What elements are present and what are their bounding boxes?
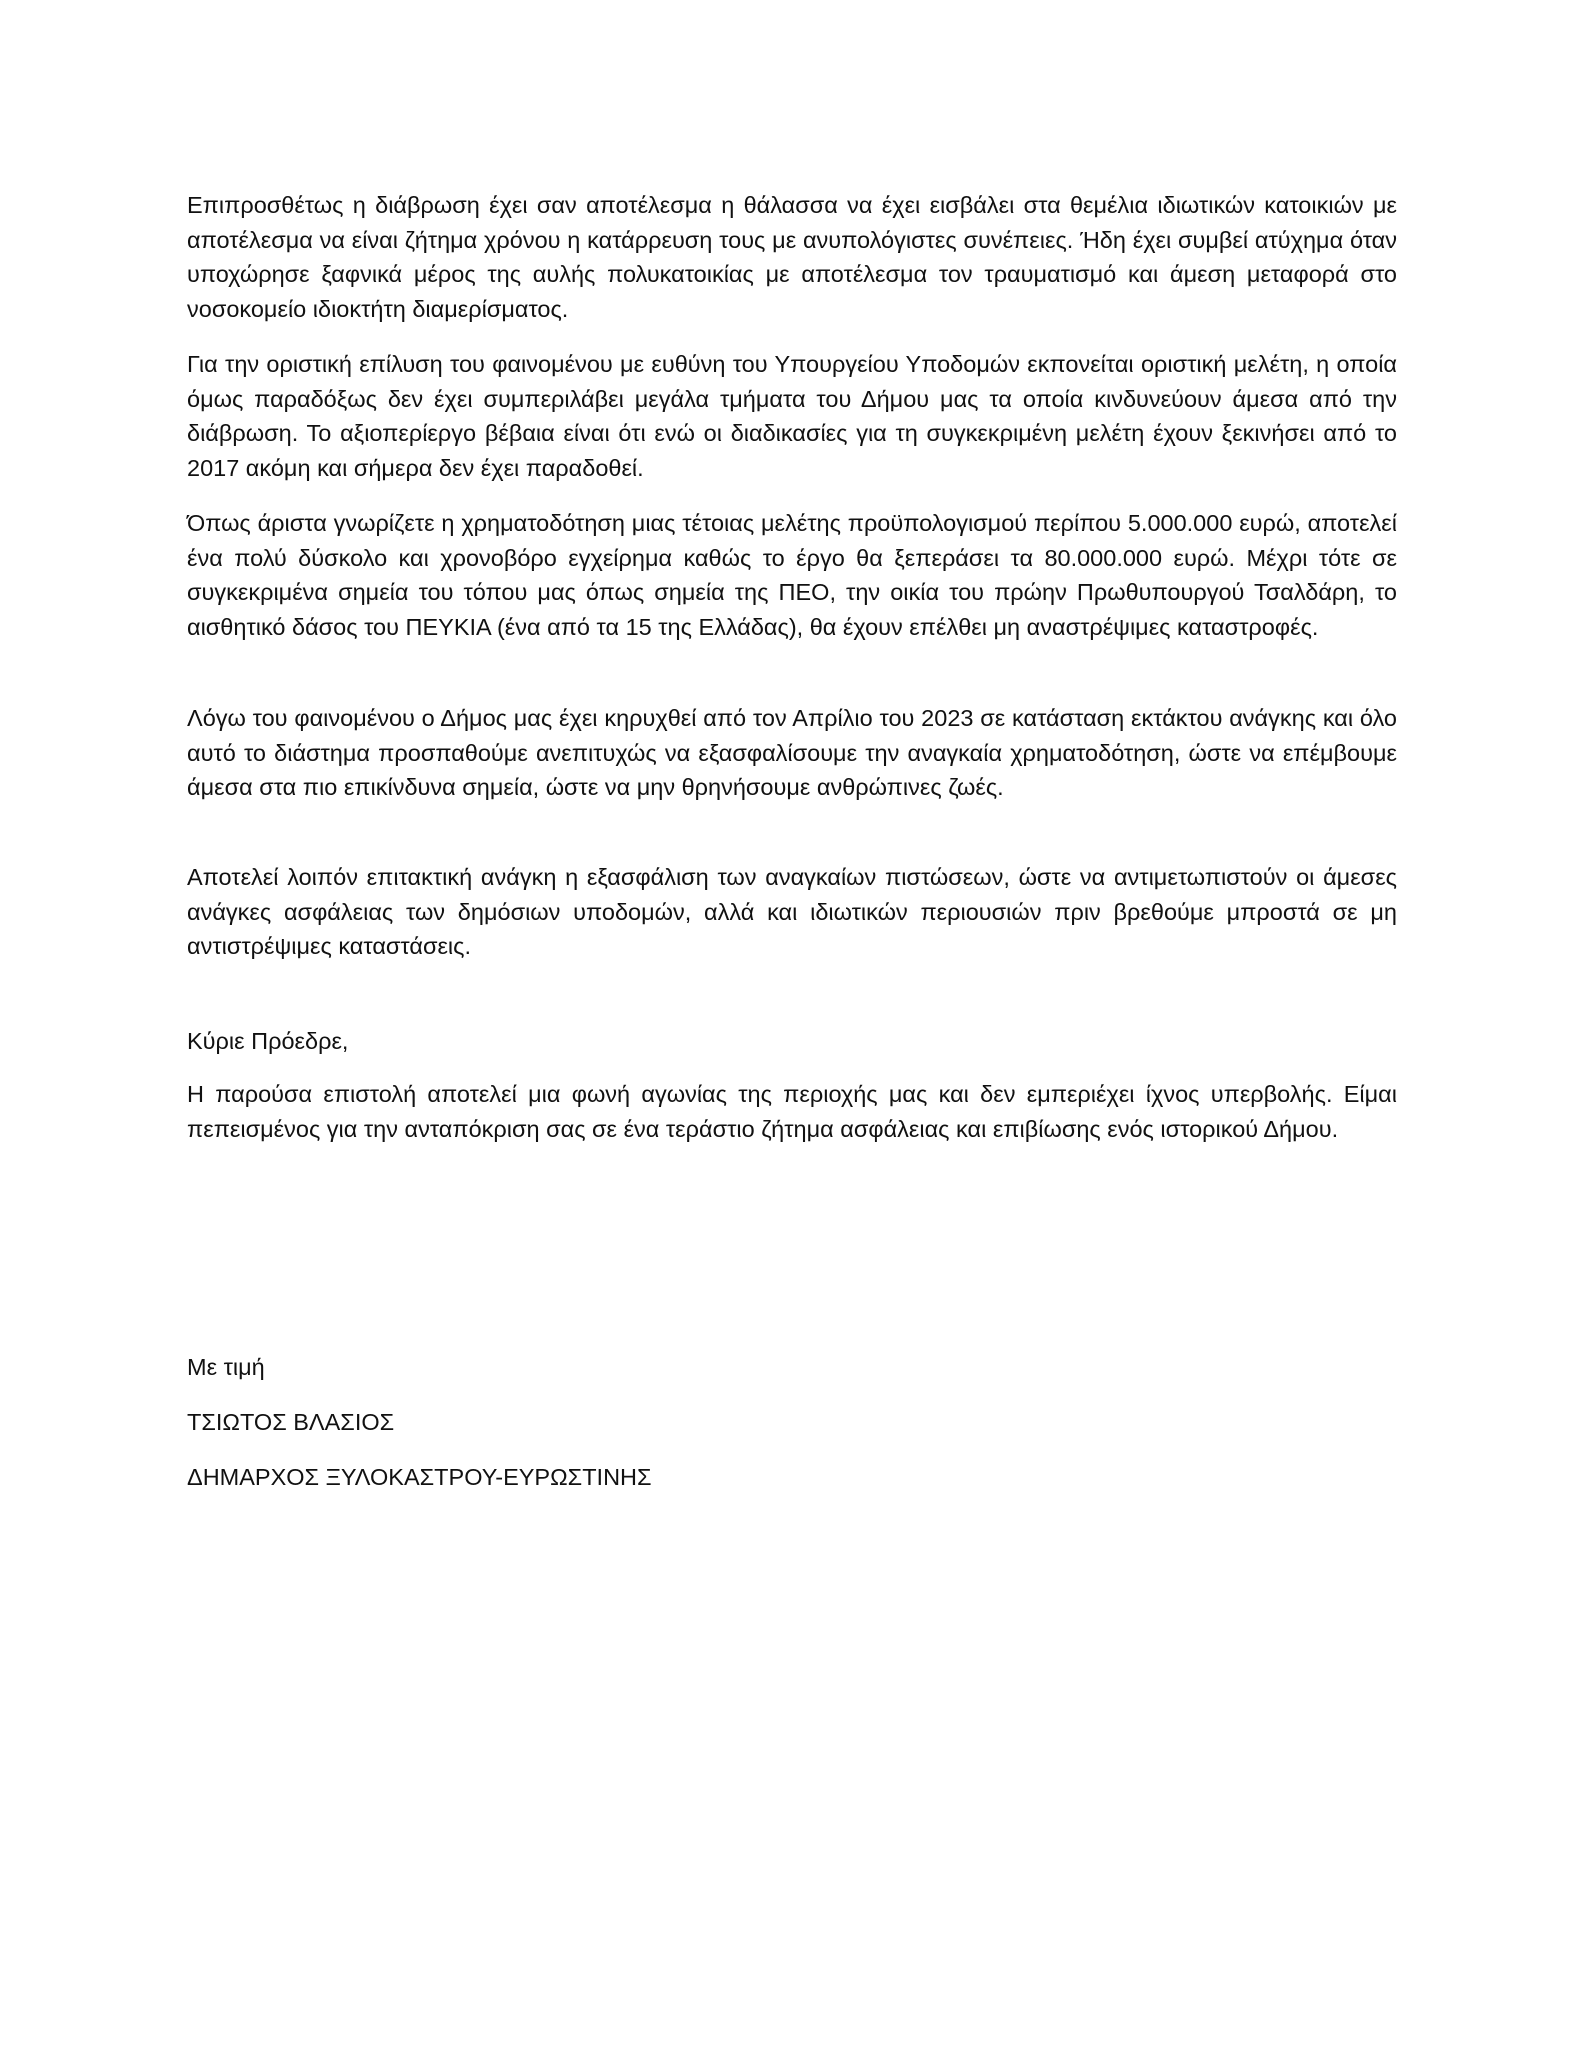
signer-title: ΔΗΜΑΡΧΟΣ ΞΥΛΟΚΑΣΤΡΟΥ-ΕΥΡΩΣΤΙΝΗΣ (187, 1464, 652, 1490)
closing-phrase: Με τιμή (187, 1354, 265, 1380)
paragraph-closing-appeal: Η παρούσα επιστολή αποτελεί μια φωνή αγωνίας της περιοχής μας και δεν εμπεριέχει ίχνος υπερβολής. Είμαι πεπεισμένος για την ανταπόκριση σας σε ένα τεράστιο ζήτημα ασφάλειας και επιβίωσης ενός ιστορικού Δήμου. (187, 1081, 1397, 1142)
signer-name: ΤΣΙΩΤΟΣ ΒΛΑΣΙΟΣ (187, 1409, 395, 1435)
paragraph-ministry-study: Για την οριστική επίλυση του φαινομένου με ευθύνη του Υπουργείου Υποδομών εκπονείται οριστική μελέτη, η οποία όμως παραδόξως δεν έχει συμπεριλάβει μεγάλα τμήματα του Δήμου μας τα οποία κινδυνεύουν άμεσα από την διάβρωση. Το αξιοπερίεργο βέβαια είναι ότι ενώ οι διαδικασίες για τη συγκεκριμένη μελέτη έχουν ξεκινήσει από το 2017 ακόμη και σήμερα δεν έχει παραδοθεί. (187, 351, 1397, 481)
paragraph-coastal-erosion: Επιπροσθέτως η διάβρωση έχει σαν αποτέλεσμα η θάλασσα να έχει εισβάλει στα θεμέλια ιδιωτικών κατοικιών με αποτέλεσμα να είναι ζήτημα χρόνου η κατάρρευση τους με ανυπολόγιστες συνέπειες. Ήδη έχει συμβεί ατύχημα όταν υποχώρησε ξαφνικά μέρος της αυλής πολυκατοικίας με αποτέλεσμα τον τραυματισμό και άμεση μεταφορά στο νοσοκομείο ιδιοκτήτη διαμερίσματος. (187, 192, 1397, 322)
salutation: Κύριε Πρόεδρε, (187, 1028, 349, 1054)
paragraph-funding-cost: Όπως άριστα γνωρίζετε η χρηματοδότηση μιας τέτοιας μελέτης προϋπολογισμού περίπου 5.000.000 ευρώ, αποτελεί ένα πολύ δύσκολο και χρονοβόρο εγχείρημα καθώς το έργο θα ξεπεράσει τα 80.000.000 ευρώ. Μέχρι τότε σε συγκεκριμένα σημεία του τόπου μας όπως σημεία της ΠΕΟ, την οικία του πρώην Πρωθυπουργού Τσαλδάρη, το αισθητικό δάσος του ΠΕΥΚΙΑ (ένα από τα 15 της Ελλάδας), θα έχουν επέλθει μη αναστρέψιμες καταστροφές. (187, 510, 1397, 640)
paragraph-state-of-emergency: Λόγω του φαινομένου ο Δήμος μας έχει κηρυχθεί από τον Απρίλιο του 2023 σε κατάσταση εκτάκτου ανάγκης και όλο αυτό το διάστημα προσπαθούμε ανεπιτυχώς να εξασφαλίσουμε την αναγκαία χρηματοδότηση, ώστε να επέμβουμε άμεσα στα πιο επικίνδυνα σημεία, ώστε να μην θρηνήσουμε ανθρώπινες ζωές. (187, 705, 1397, 800)
paragraph-urgent-need: Αποτελεί λοιπόν επιτακτική ανάγκη η εξασφάλιση των αναγκαίων πιστώσεων, ώστε να αντιμετωπιστούν οι άμεσες ανάγκες ασφάλειας των δημόσιων υποδομών, αλλά και ιδιωτικών περιουσιών πριν βρεθούμε μπροστά σε μη αντιστρέψιμες καταστάσεις. (187, 864, 1397, 959)
